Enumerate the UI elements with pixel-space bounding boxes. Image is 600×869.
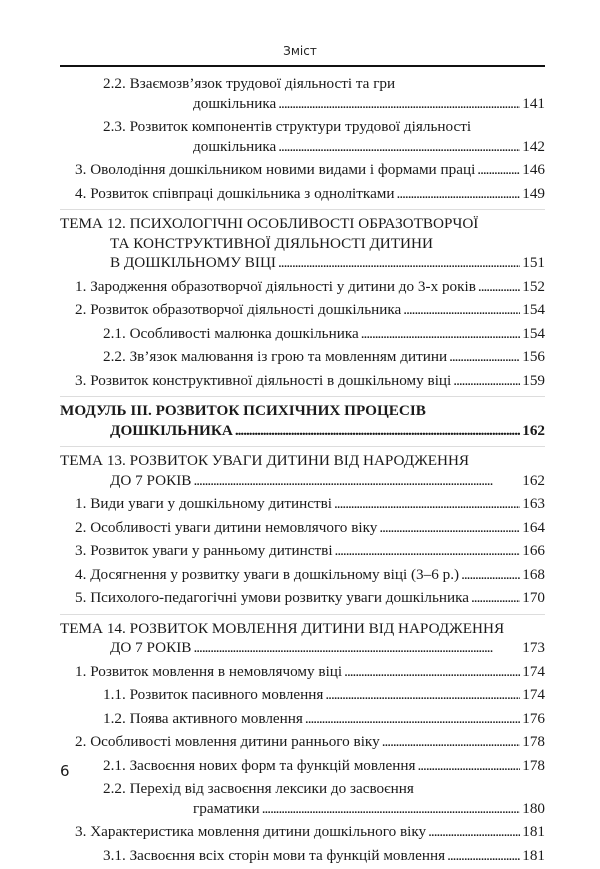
toc-page-number: 162	[522, 421, 545, 439]
toc-page-number: 173	[522, 639, 545, 656]
dot-leader	[193, 471, 520, 491]
toc-entry-title: ДОШКІЛЬНИКА	[110, 421, 233, 439]
dot-leader	[428, 822, 520, 842]
toc-page-number: 151	[522, 254, 545, 271]
toc-page-number: 174	[522, 686, 545, 703]
toc-page-number: 181	[522, 823, 545, 840]
toc-page-number: 178	[522, 756, 545, 774]
dot-leader	[379, 518, 520, 538]
toc-entry-title: 2.2. Взаємозв’язок трудової діяльності та гри	[103, 75, 396, 92]
toc-entry-title: 4. Досягнення у розвитку уваги в дошкільному віці (3–6 р.)	[75, 565, 460, 583]
dot-leader	[477, 160, 520, 180]
dot-leader	[325, 685, 520, 705]
toc-page-number: 176	[522, 709, 545, 727]
toc-page-number: 159	[522, 371, 545, 389]
toc-page-number: 154	[522, 301, 545, 318]
toc-entry	[60, 822, 545, 842]
toc-entry-title: 1. Види уваги у дошкільному дитинстві	[75, 495, 333, 512]
dot-leader	[461, 565, 520, 585]
toc-page-number: 170	[522, 589, 545, 606]
toc-entry	[60, 685, 545, 705]
toc-entry-title: граматики	[193, 799, 260, 817]
toc-page-number: 142	[522, 137, 545, 155]
toc-entry-title: ДО 7 РОКІВ	[110, 471, 192, 489]
toc-entry	[60, 117, 545, 156]
page-number: 6	[60, 762, 70, 780]
toc-entry-title: 3. Оволодіння дошкільником новими видами і формами праці	[75, 161, 476, 178]
toc-page-number: 166	[522, 542, 545, 559]
toc-entry-title: 4. Розвиток співпраці дошкільника з однолітками	[75, 184, 395, 202]
dot-leader	[334, 494, 520, 514]
toc-entry-title: 2.3. Розвиток компонентів структури трудової діяльності	[103, 118, 472, 135]
toc-entry-title: 1.1. Розвиток пасивного мовлення	[103, 686, 324, 703]
dot-leader	[417, 756, 520, 776]
dot-leader	[447, 846, 520, 866]
toc-page-number: 168	[522, 565, 545, 583]
toc-entry	[60, 494, 545, 514]
toc-entry-title: ДО 7 РОКІВ	[110, 639, 192, 656]
dot-leader	[471, 588, 520, 608]
toc-entry	[60, 74, 545, 113]
dot-leader	[262, 799, 521, 819]
running-head: Зміст	[283, 44, 317, 58]
dot-leader	[278, 94, 520, 114]
toc-page-number: 178	[522, 733, 545, 750]
toc-section-entry	[60, 396, 545, 440]
toc-entry-title: 2.2. Перехід від засвоєння лексики до засвоєння	[103, 780, 414, 797]
toc-entry-title: В ДОШКІЛЬНОМУ ВІЦІ	[110, 254, 276, 271]
dot-leader	[278, 253, 520, 273]
toc-page-number: 152	[522, 277, 545, 295]
toc-entry	[60, 184, 545, 204]
toc-page-number: 174	[522, 662, 545, 680]
toc-entry-title: ТЕМА 13. РОЗВИТОК УВАГИ ДИТИНИ ВІД НАРОДЖЕННЯ	[60, 452, 470, 469]
dot-leader	[403, 300, 520, 320]
dot-leader	[361, 324, 520, 344]
table-of-contents	[60, 74, 545, 869]
toc-page-number: 141	[522, 94, 545, 112]
toc-entry	[60, 779, 545, 818]
toc-entry	[60, 756, 545, 776]
toc-entry-title: 3. Розвиток уваги у ранньому дитинстві	[75, 542, 333, 559]
toc-entry	[60, 347, 545, 367]
toc-page-number: 163	[522, 495, 545, 512]
toc-entry	[60, 662, 545, 682]
toc-page-number: 154	[522, 324, 545, 342]
toc-page-number: 146	[522, 161, 545, 178]
dot-leader	[335, 541, 521, 561]
toc-entry	[60, 371, 545, 391]
toc-entry	[60, 588, 545, 608]
toc-entry-title: ТА КОНСТРУКТИВНОЇ ДІЯЛЬНОСТІ ДИТИНИ	[110, 234, 433, 252]
toc-entry-title: 2.2. Зв’язок малювання із грою та мовленням дитини	[103, 348, 448, 365]
toc-entry-title: 3. Характеристика мовлення дитини дошкільного віку	[75, 823, 427, 840]
dot-leader	[478, 277, 520, 297]
dot-leader	[235, 421, 520, 441]
toc-entry-title: 1. Розвиток мовлення в немовлячому віці	[75, 662, 343, 680]
toc-entry-title: 1. Зародження образотворчої діяльності у дитини до 3-х років	[75, 277, 476, 295]
dot-leader	[193, 638, 520, 658]
toc-entry-title: ТЕМА 14. РОЗВИТОК МОВЛЕННЯ ДИТИНИ ВІД НАРОДЖЕННЯ	[60, 619, 505, 637]
toc-entry-title: 1.2. Поява активного мовлення	[103, 709, 303, 727]
toc-page-number: 164	[522, 518, 545, 536]
toc-entry	[60, 709, 545, 729]
toc-entry-title: ТЕМА 12. ПСИХОЛОГІЧНІ ОСОБЛИВОСТІ ОБРАЗОТВОРЧОЇ	[60, 215, 479, 232]
toc-entry-title: 2. Особливості уваги дитини немовлячого віку	[75, 518, 378, 536]
toc-section-entry	[60, 446, 545, 490]
toc-entry	[60, 160, 545, 180]
toc-entry	[60, 732, 545, 752]
toc-page-number: 156	[522, 348, 545, 365]
toc-entry	[60, 846, 545, 866]
toc-entry-title: МОДУЛЬ ІІІ. РОЗВИТОК ПСИХІЧНИХ ПРОЦЕСІВ	[60, 402, 426, 419]
dot-leader	[305, 709, 520, 729]
toc-page-number: 149	[522, 184, 545, 202]
toc-entry	[60, 541, 545, 561]
dot-leader	[278, 137, 520, 157]
toc-entry-title: дошкільника	[193, 94, 277, 112]
toc-entry-title: 2. Розвиток образотворчої діяльності дошкільника	[75, 301, 402, 318]
toc-page-number: 162	[522, 471, 545, 489]
toc-section-entry	[60, 614, 545, 658]
toc-entry-title: 2.1. Особливості малюнка дошкільника	[103, 324, 359, 342]
dot-leader	[397, 184, 521, 204]
toc-entry-title: дошкільника	[193, 137, 277, 155]
toc-entry	[60, 565, 545, 585]
header-rule	[60, 65, 545, 67]
dot-leader	[382, 732, 521, 752]
dot-leader	[344, 662, 520, 682]
toc-section-entry	[60, 209, 545, 273]
toc-entry-title: 2.1. Засвоєння нових форм та функцій мовлення	[103, 756, 416, 774]
toc-entry	[60, 300, 545, 320]
toc-entry	[60, 277, 545, 297]
toc-entry-title: 2. Особливості мовлення дитини раннього віку	[75, 733, 380, 750]
toc-page-number: 180	[522, 799, 545, 817]
toc-entry-title: 3. Розвиток конструктивної діяльності в дошкільному віці	[75, 371, 452, 389]
toc-page-number: 181	[522, 846, 545, 864]
toc-entry-title: 3.1. Засвоєння всіх сторін мови та функцій мовлення	[103, 846, 446, 864]
toc-entry	[60, 324, 545, 344]
dot-leader	[453, 371, 520, 391]
dot-leader	[449, 347, 520, 367]
toc-entry	[60, 518, 545, 538]
toc-entry-title: 5. Психолого-педагогічні умови розвитку уваги дошкільника	[75, 589, 470, 606]
